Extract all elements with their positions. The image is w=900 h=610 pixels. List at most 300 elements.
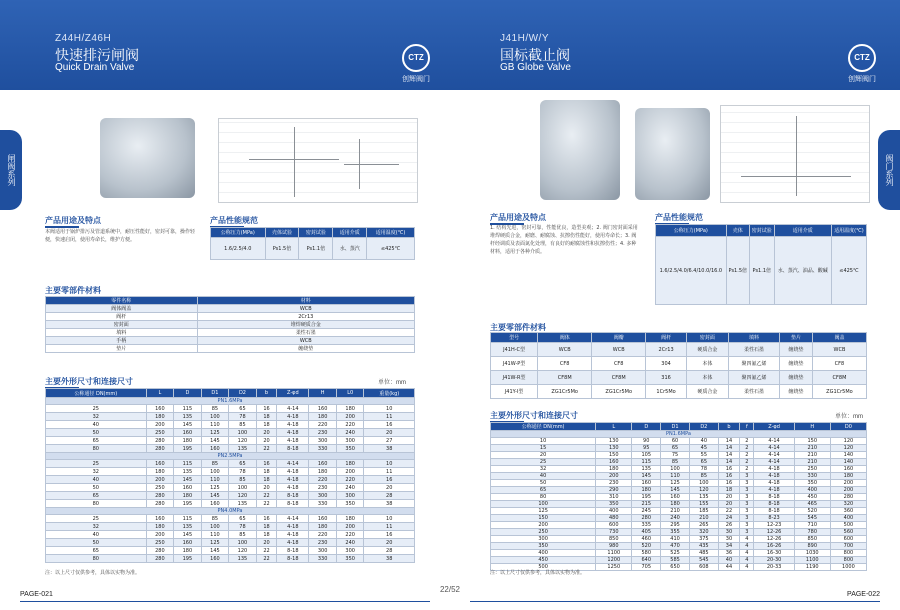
table-header-cell: Z-φd (754, 423, 794, 431)
perf-header: 适用介质 (333, 228, 367, 238)
table-cell: 115 (174, 460, 202, 468)
table-cell: J41Y-I型 (491, 385, 538, 399)
table-cell: 柔性石墨 (728, 385, 779, 399)
perf-cell: Ps1.5倍 (726, 237, 749, 305)
table-cell: 8-23 (754, 515, 794, 522)
perf-header: 密封试验 (749, 225, 774, 237)
table-cell: 18 (256, 523, 277, 531)
globe-valve-photo (540, 100, 620, 200)
perf-cell: Ps1.1倍 (749, 237, 774, 305)
table-cell: 210 (794, 452, 830, 459)
table-cell: 4-14 (277, 460, 309, 468)
table-cell: 350 (596, 501, 632, 508)
table-cell: ZG1Cr5Mo (538, 385, 592, 399)
table-cell: 608 (689, 564, 718, 571)
table-cell: 10 (364, 405, 415, 413)
table-cell: 330 (309, 555, 337, 563)
table-header-cell: 阀盖 (812, 333, 866, 343)
table-cell: 350 (336, 500, 364, 508)
table-cell: 4-18 (277, 539, 309, 547)
table-cell: 8-18 (754, 508, 794, 515)
table-cell: 310 (596, 494, 632, 501)
table-cell: 890 (794, 543, 830, 550)
table-cell: 180 (336, 515, 364, 523)
mat-cell: 填料 (46, 329, 198, 337)
table-cell: 520 (794, 508, 830, 515)
table-cell: 65 (46, 547, 147, 555)
table-row (46, 539, 415, 547)
table-cell: 16 (364, 476, 415, 484)
left-material-heading: 主要零部件材料 (45, 286, 101, 295)
table-cell: 45 (689, 445, 718, 452)
table-cell: 200 (146, 421, 174, 429)
pressure-class-label: PN1.6MPa (491, 431, 867, 438)
table-cell: 280 (830, 494, 866, 501)
mat-cell: WCB (197, 305, 414, 313)
table-header-cell: L0 (336, 389, 364, 398)
table-cell: 135 (632, 466, 661, 473)
table-cell: 40 (46, 421, 147, 429)
table-cell: 65 (661, 445, 690, 452)
table-cell: 20-33 (754, 564, 794, 571)
table-subheader-row (46, 508, 415, 515)
table-cell: 125 (201, 539, 229, 547)
table-cell: 145 (201, 437, 229, 445)
table-cell: 3 (740, 494, 754, 501)
table-cell: 40 (689, 438, 718, 445)
table-cell: 120 (229, 547, 257, 555)
table-cell: 195 (174, 555, 202, 563)
table-cell: 3 (740, 480, 754, 487)
right-title-en: GB Globe Valve (500, 62, 571, 73)
left-perf-table (210, 227, 415, 260)
table-cell: 120 (830, 445, 866, 452)
table-cell: 110 (201, 421, 229, 429)
table-row (491, 466, 867, 473)
pressure-class-label: PN1.6MPa (46, 398, 415, 405)
table-cell: 215 (632, 501, 661, 508)
table-cell: 11 (364, 413, 415, 421)
table-row (46, 555, 415, 563)
table-cell: 柔性石墨 (728, 343, 779, 357)
table-cell: 355 (661, 529, 690, 536)
table-row (491, 515, 867, 522)
right-side-tab[interactable]: 阀门系列 (878, 130, 900, 210)
table-cell: 8-18 (277, 445, 309, 453)
table-cell: 500 (830, 522, 866, 529)
table-cell: 580 (632, 550, 661, 557)
left-note: 注：以上尺寸仅供参考，具体以实物为准。 (45, 570, 141, 576)
table-row (491, 357, 867, 371)
mat-cell: 手柄 (46, 337, 198, 345)
right-material-heading: 主要零部件材料 (490, 323, 546, 332)
table-cell: 200 (336, 523, 364, 531)
table-cell: 38 (364, 500, 415, 508)
table-cell: 850 (794, 536, 830, 543)
table-cell: 聚四氟乙烯 (728, 371, 779, 385)
table-row (491, 522, 867, 529)
table-cell: 360 (830, 508, 866, 515)
table-cell: 12-26 (754, 529, 794, 536)
table-cell: 22 (256, 500, 277, 508)
table-header-cell: 公称通径 DN(mm) (46, 389, 147, 398)
table-cell: 22 (256, 445, 277, 453)
table-cell: 40 (46, 531, 147, 539)
table-cell: 160 (174, 539, 202, 547)
table-cell: 280 (146, 492, 174, 500)
table-cell: 135 (229, 500, 257, 508)
table-row (46, 492, 415, 500)
table-row (46, 460, 415, 468)
table-cell: 160 (201, 555, 229, 563)
table-cell: 160 (309, 405, 337, 413)
right-page-number: PAGE-022 (847, 591, 880, 598)
left-logo-mark: CTZ (402, 44, 430, 72)
table-row (491, 480, 867, 487)
table-cell: 78 (229, 413, 257, 421)
table-cell: 18 (256, 421, 277, 429)
table-cell: 160 (174, 484, 202, 492)
mat-header: 材料 (197, 297, 414, 305)
table-row (491, 438, 867, 445)
table-cell: 160 (201, 445, 229, 453)
table-cell: 140 (830, 452, 866, 459)
table-cell: 4-18 (277, 484, 309, 492)
table-cell: 1000 (830, 564, 866, 571)
table-cell: 130 (596, 445, 632, 452)
table-header-cell: f (740, 423, 754, 431)
table-header-cell: 公称通径 DN(mm) (491, 423, 596, 431)
right-perf-table (655, 224, 867, 305)
table-cell: 20 (491, 452, 596, 459)
table-cell: 250 (146, 484, 174, 492)
table-cell: 125 (491, 508, 596, 515)
mat-cell: 密封面 (46, 321, 198, 329)
table-cell: 100 (229, 484, 257, 492)
mat-cell: 垫片 (46, 345, 198, 353)
table-header-cell: 垫片 (780, 333, 813, 343)
table-cell: 220 (309, 476, 337, 484)
table-row (46, 421, 415, 429)
table-cell: 2 (740, 459, 754, 466)
table-cell: 4 (740, 564, 754, 571)
table-cell: 180 (174, 437, 202, 445)
table-cell: 本体 (686, 371, 728, 385)
table-cell: 缠绕垫 (780, 371, 813, 385)
table-cell: 85 (229, 531, 257, 539)
table-cell: 27 (364, 437, 415, 445)
table-cell: 1100 (596, 550, 632, 557)
perf-header: 适用温度(℃) (367, 228, 415, 238)
table-cell: 245 (632, 508, 661, 515)
table-cell: 4-14 (754, 438, 794, 445)
table-cell: 304 (646, 357, 687, 371)
table-cell: 100 (229, 539, 257, 547)
table-header-cell: b (256, 389, 277, 398)
table-cell: 150 (596, 452, 632, 459)
table-cell: 22 (256, 547, 277, 555)
left-material-table (45, 296, 415, 353)
table-cell: 545 (689, 557, 718, 564)
table-cell: 980 (596, 543, 632, 550)
table-cell: 14 (718, 452, 740, 459)
perf-header: 适用介质 (774, 225, 831, 237)
table-cell: 350 (336, 445, 364, 453)
table-cell: 585 (661, 557, 690, 564)
left-title-en: Quick Drain Valve (55, 62, 135, 73)
table-row (491, 494, 867, 501)
table-cell: 26 (718, 522, 740, 529)
perf-cell: 水、蒸汽 (333, 238, 367, 260)
table-cell: 295 (661, 522, 690, 529)
table-cell: 405 (632, 529, 661, 536)
table-cell: 125 (201, 429, 229, 437)
center-page-counter: 22/52 (439, 585, 461, 594)
table-cell: 90 (632, 438, 661, 445)
table-cell: 350 (794, 480, 830, 487)
table-row (491, 550, 867, 557)
table-row (491, 529, 867, 536)
table-cell: 65 (46, 437, 147, 445)
table-cell: 14 (718, 438, 740, 445)
table-cell: 24 (718, 515, 740, 522)
right-page (450, 0, 900, 610)
table-cell: 180 (336, 405, 364, 413)
table-cell: 50 (46, 484, 147, 492)
table-cell: 185 (689, 508, 718, 515)
right-dims-table (490, 422, 867, 571)
table-cell: 4-18 (277, 421, 309, 429)
table-cell: 145 (201, 547, 229, 555)
table-header-cell: D1 (201, 389, 229, 398)
table-cell: 4-14 (277, 515, 309, 523)
left-features-text: 本阀适用于锅炉排污及管道系统中，耐压性能好，密封可靠，操作轻便，快速启闭，使用寿命长，维护方便。 (45, 229, 196, 243)
perf-header: 适用温度(℃) (831, 225, 866, 237)
table-cell: 180 (174, 492, 202, 500)
table-row (46, 429, 415, 437)
table-cell: 4-18 (277, 523, 309, 531)
table-cell: 115 (174, 515, 202, 523)
table-cell: 200 (830, 480, 866, 487)
table-cell: 335 (632, 522, 661, 529)
table-cell: 150 (491, 515, 596, 522)
perf-cell: 水、蒸汽、油品、酸碱 (774, 237, 831, 305)
table-cell: 525 (661, 550, 690, 557)
table-cell: 8-18 (277, 547, 309, 555)
table-cell: 22 (256, 492, 277, 500)
table-cell: 100 (201, 468, 229, 476)
right-features-text: 1. 结构先进，密封可靠，性能优良，造型美观；2. 阀门密封面采用堆焊硬质合金，耐磨、耐腐蚀、抗擦伤性能好，使用寿命长；3. 阀杆经调质及表面氮化处理，有良好的耐腐蚀性和抗擦伤性；4. 多种材料，适用于各种介质。 (490, 225, 638, 255)
table-cell: WCB (592, 343, 646, 357)
table-cell: 120 (689, 487, 718, 494)
table-row (46, 531, 415, 539)
left-dims-heading: 主要外形尺寸和连接尺寸 (45, 377, 133, 386)
table-cell: 240 (336, 429, 364, 437)
perf-header: 公称压力(MPa) (211, 228, 266, 238)
table-cell: 4-18 (277, 437, 309, 445)
table-cell: 缠绕垫 (780, 385, 813, 399)
table-cell: 200 (146, 476, 174, 484)
pressure-class-label: PN4.0MPa (46, 508, 415, 515)
table-cell: 4-18 (277, 531, 309, 539)
table-cell: 65 (229, 460, 257, 468)
table-cell: 硬质合金 (686, 385, 728, 399)
table-cell: 120 (229, 437, 257, 445)
table-subheader-row (46, 398, 415, 405)
table-cell: CF8 (812, 357, 866, 371)
pressure-class-label: PN2.5MPa (46, 453, 415, 460)
table-cell: 16 (718, 473, 740, 480)
table-cell: 20 (364, 429, 415, 437)
mat-cell: 缠绕垫 (197, 345, 414, 353)
table-cell: 180 (309, 523, 337, 531)
table-cell: 200 (596, 473, 632, 480)
table-cell: 2 (740, 452, 754, 459)
table-cell: 180 (146, 468, 174, 476)
table-cell: 230 (309, 484, 337, 492)
table-cell: 400 (794, 487, 830, 494)
table-cell: 30 (718, 536, 740, 543)
table-cell: 330 (309, 500, 337, 508)
table-cell: 18 (256, 413, 277, 421)
table-row (491, 452, 867, 459)
table-row (46, 413, 415, 421)
table-cell: 1200 (596, 557, 632, 564)
table-cell: 520 (632, 543, 661, 550)
table-header-cell: D2 (229, 389, 257, 398)
table-cell: 450 (491, 557, 596, 564)
table-cell: 110 (201, 531, 229, 539)
table-row (491, 371, 867, 385)
table-cell: 180 (596, 466, 632, 473)
table-cell: 12-23 (754, 522, 794, 529)
table-cell: 4-18 (277, 429, 309, 437)
table-cell: 3 (740, 501, 754, 508)
table-cell: 265 (689, 522, 718, 529)
left-header (0, 0, 450, 90)
table-cell: 100 (491, 501, 596, 508)
table-cell: 80 (491, 494, 596, 501)
table-cell: 80 (46, 555, 147, 563)
table-cell: 460 (632, 536, 661, 543)
table-header-cell: Z-φd (277, 389, 309, 398)
left-side-tab[interactable]: 闸阀系列 (0, 130, 22, 210)
perf-header: 壳体 (726, 225, 749, 237)
table-cell: 3 (740, 515, 754, 522)
right-features-heading: 产品用途及特点 (490, 213, 546, 222)
table-cell: 180 (830, 473, 866, 480)
table-cell: 250 (491, 529, 596, 536)
table-cell: 195 (174, 500, 202, 508)
table-cell: 850 (596, 536, 632, 543)
left-footline (20, 601, 430, 602)
table-cell: CF8M (812, 371, 866, 385)
table-cell: 18 (718, 487, 740, 494)
electric-globe-valve-photo (635, 108, 710, 200)
table-cell: 160 (201, 500, 229, 508)
table-cell: 135 (174, 523, 202, 531)
table-cell: 220 (309, 421, 337, 429)
left-perf-heading: 产品性能规范 (210, 216, 258, 225)
table-cell: 125 (661, 480, 690, 487)
mat-cell: 阀杆 (46, 313, 198, 321)
table-cell: 25 (46, 515, 147, 523)
table-cell: 230 (309, 539, 337, 547)
table-cell: 16 (256, 515, 277, 523)
table-header-cell: 阀杆 (646, 333, 687, 343)
table-row (491, 557, 867, 564)
table-subheader-row (46, 453, 415, 460)
table-header-cell: D0 (830, 423, 866, 431)
table-cell: 3 (740, 529, 754, 536)
table-cell: 16 (256, 460, 277, 468)
table-cell: 145 (174, 531, 202, 539)
right-title-cn: 国标截止阀 (500, 48, 570, 64)
table-cell: 14 (718, 459, 740, 466)
right-material-table (490, 332, 867, 399)
table-cell: 230 (596, 480, 632, 487)
right-unit: 单位：mm (835, 414, 863, 420)
table-cell: 280 (146, 445, 174, 453)
table-cell: 290 (596, 487, 632, 494)
table-cell: 200 (336, 413, 364, 421)
table-cell: 4-18 (277, 413, 309, 421)
table-cell: 600 (830, 536, 866, 543)
table-row (46, 405, 415, 413)
table-cell: 2 (740, 445, 754, 452)
table-cell: CF8 (538, 357, 592, 371)
table-cell: 38 (364, 555, 415, 563)
table-cell: 20 (256, 437, 277, 445)
table-cell: 300 (309, 437, 337, 445)
table-cell: 320 (689, 529, 718, 536)
table-cell: 250 (794, 466, 830, 473)
table-header-row (491, 423, 867, 431)
table-cell: 135 (229, 445, 257, 453)
perf-cell: Ps1.5倍 (265, 238, 299, 260)
table-cell: 100 (201, 523, 229, 531)
table-cell: 145 (174, 476, 202, 484)
table-cell: 200 (146, 531, 174, 539)
table-cell: 60 (661, 438, 690, 445)
table-cell: 110 (661, 473, 690, 480)
table-cell: 150 (794, 438, 830, 445)
table-cell: 180 (336, 460, 364, 468)
table-cell: 800 (830, 557, 866, 564)
table-cell: 240 (336, 539, 364, 547)
table-cell: 40 (718, 557, 740, 564)
table-cell: 78 (229, 523, 257, 531)
perf-cell: ≤425℃ (831, 237, 866, 305)
table-cell: 180 (632, 487, 661, 494)
table-cell: 160 (174, 429, 202, 437)
table-cell: 20 (256, 539, 277, 547)
table-row (491, 508, 867, 515)
table-cell: 210 (794, 459, 830, 466)
table-cell: J41H-C型 (491, 343, 538, 357)
table-cell: 14 (718, 445, 740, 452)
table-cell: 1190 (794, 564, 830, 571)
table-cell: 16 (718, 466, 740, 473)
table-row (46, 476, 415, 484)
table-cell: 280 (632, 515, 661, 522)
table-cell: 145 (661, 487, 690, 494)
table-cell: 12-26 (754, 536, 794, 543)
globe-valve-drawing (720, 105, 870, 203)
table-cell: 4 (740, 536, 754, 543)
left-page-number: PAGE-021 (20, 591, 53, 598)
table-cell: 710 (794, 522, 830, 529)
